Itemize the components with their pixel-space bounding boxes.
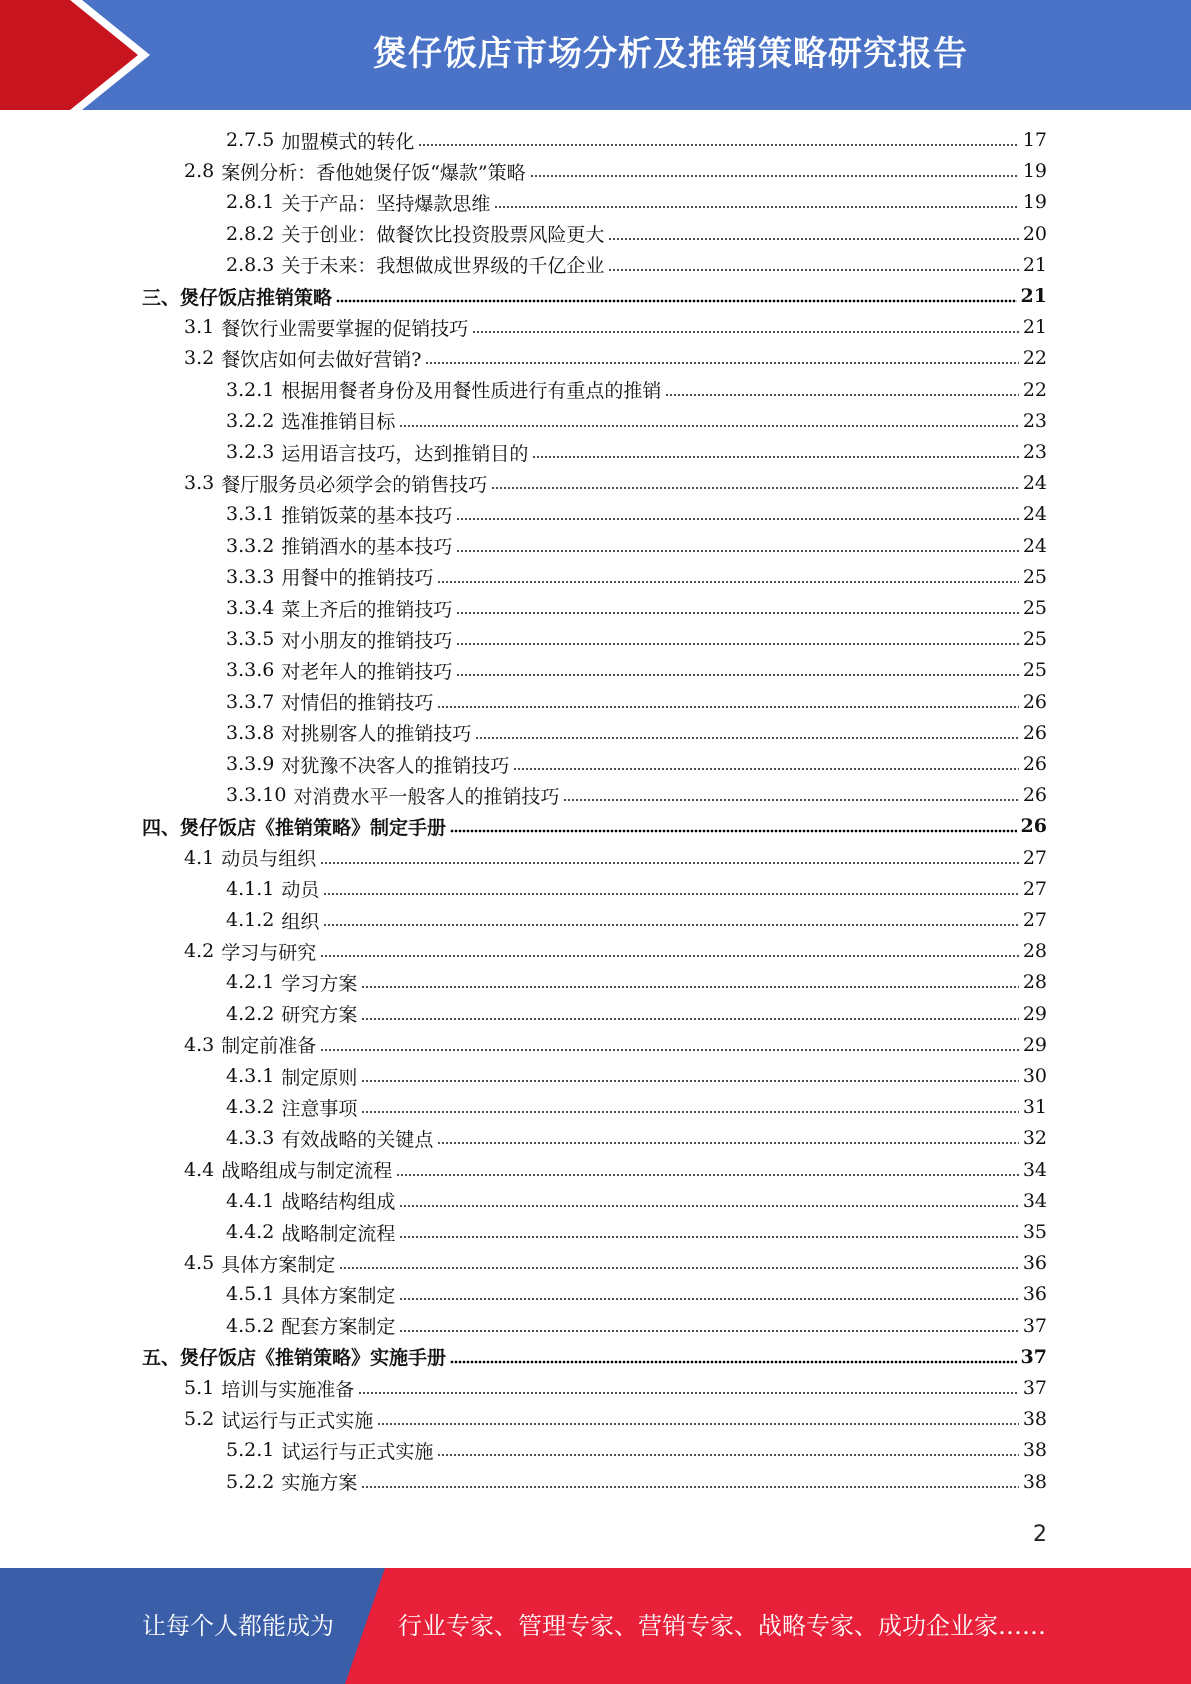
toc-dot-leader — [418, 142, 1018, 148]
toc-entry[interactable] — [226, 1092, 1047, 1122]
toc-entry[interactable] — [226, 1435, 1047, 1465]
toc-entry-title: 加盟模式的转化 — [281, 130, 415, 153]
toc-entry-number: 3.3.7 — [226, 690, 275, 713]
toc-entry-number: 5.1 — [184, 1377, 215, 1399]
toc-entry-title: 选准推销目标 — [281, 411, 396, 434]
toc-entry-number: 3.3.9 — [226, 753, 275, 775]
toc-dot-leader — [358, 1390, 1019, 1396]
toc-entry-title: 煲仔饭店《推销策略》实施手册 — [180, 1347, 447, 1370]
toc-entry-number: 4.3 — [184, 1033, 215, 1056]
toc-entry-page: 37 — [1022, 1314, 1047, 1337]
toc-entry-title: 具体方案制定 — [281, 1284, 396, 1307]
toc-entry-title: 实施方案 — [281, 1472, 358, 1495]
toc-entry-number: 2.7.5 — [226, 129, 275, 151]
toc-entry-number: 5.2.2 — [226, 1470, 275, 1493]
toc-entry-page: 28 — [1022, 940, 1047, 963]
toc-entry-number: 4.5.1 — [226, 1283, 275, 1306]
toc-entry[interactable] — [184, 312, 1047, 342]
toc-entry-page: 27 — [1022, 909, 1047, 931]
toc-entry-title: 餐饮店如何去做好营销? — [221, 348, 422, 371]
toc-dot-leader — [532, 454, 1018, 460]
toc-entry-title: 学习方案 — [281, 972, 358, 995]
toc-entry-number: 3.2.1 — [226, 378, 275, 401]
toc-entry-number: 4.2.2 — [226, 1002, 275, 1025]
toc-entry[interactable] — [226, 125, 1047, 155]
toc-entry-title: 对挑剔客人的推销技巧 — [281, 723, 472, 746]
toc-dot-leader — [399, 1203, 1018, 1209]
toc-entry-title: 运用语言技巧，达到推销目的 — [281, 442, 529, 465]
toc-entry[interactable] — [184, 1404, 1047, 1434]
toc-entry-number: 4.1.2 — [226, 909, 275, 931]
toc-entry[interactable] — [226, 1279, 1047, 1309]
toc-entry[interactable] — [184, 843, 1047, 873]
toc-entry[interactable] — [226, 687, 1047, 717]
toc-entry[interactable] — [226, 999, 1047, 1029]
toc-entry[interactable] — [226, 967, 1047, 997]
toc-entry[interactable] — [184, 468, 1047, 498]
toc-entry-number: 4.1 — [184, 846, 215, 869]
toc-entry[interactable] — [226, 437, 1047, 467]
toc-entry-title: 试运行与正式实施 — [281, 1440, 434, 1463]
toc-dot-leader — [456, 641, 1018, 647]
toc-entry-number: 4.5 — [184, 1252, 215, 1275]
toc-entry[interactable] — [226, 1186, 1047, 1216]
toc-dot-leader — [323, 922, 1018, 928]
toc-entry-number: 2.8.3 — [226, 253, 275, 276]
toc-entry-number: 4.2 — [184, 940, 215, 963]
toc-entry-title: 对小朋友的推销技巧 — [281, 629, 453, 652]
toc-entry-title: 培训与实施准备 — [221, 1378, 355, 1401]
toc-entry[interactable] — [226, 1217, 1047, 1247]
toc-entry-page: 21 — [1020, 285, 1047, 307]
toc-entry-title: 推销饭菜的基本技巧 — [281, 504, 453, 527]
toc-entry-title: 关于产品：坚持爆款思维 — [281, 192, 491, 215]
toc-dot-leader — [472, 329, 1019, 335]
toc-entry-number: 3.3.1 — [226, 503, 275, 526]
page-footer — [0, 1568, 1191, 1684]
toc-entry-number: 五、 — [142, 1347, 181, 1370]
toc-entry-title: 战略结构组成 — [281, 1191, 396, 1214]
toc-dot-leader — [494, 204, 1018, 210]
toc-entry[interactable] — [184, 1248, 1047, 1278]
toc-dot-leader — [361, 1016, 1018, 1022]
toc-entry[interactable] — [226, 874, 1047, 904]
toc-entry-number: 3.2 — [184, 347, 215, 370]
toc-entry-number: 5.2 — [184, 1408, 215, 1431]
toc-dot-leader — [475, 735, 1018, 741]
toc-entry-number: 3.3.6 — [226, 659, 275, 682]
toc-entry[interactable] — [184, 1030, 1047, 1060]
toc-entry-title: 菜上齐后的推销技巧 — [281, 598, 453, 621]
toc-entry-title: 组织 — [281, 910, 320, 933]
toc-dot-leader — [399, 1296, 1018, 1302]
toc-entry[interactable] — [226, 250, 1047, 280]
toc-entry[interactable] — [184, 1373, 1047, 1403]
toc-entry-number: 4.3.3 — [226, 1127, 275, 1150]
toc-dot-leader — [320, 1047, 1019, 1053]
toc-entry[interactable] — [142, 281, 1047, 311]
toc-entry-page: 29 — [1022, 1033, 1047, 1056]
toc-entry-title: 有效战略的关键点 — [281, 1128, 434, 1151]
toc-dot-leader — [323, 891, 1018, 897]
toc-dot-leader — [361, 1484, 1018, 1490]
toc-entry-page: 37 — [1022, 1377, 1047, 1399]
toc-entry-number: 3.3.8 — [226, 721, 275, 744]
toc-dot-leader — [608, 267, 1018, 273]
toc-entry-number: 2.8.2 — [226, 222, 275, 245]
toc-entry-page: 25 — [1022, 628, 1047, 651]
toc-entry[interactable] — [226, 749, 1047, 779]
toc-entry-number: 3.3.3 — [226, 565, 275, 588]
toc-entry-page: 17 — [1022, 129, 1047, 151]
toc-entry-page: 27 — [1022, 846, 1047, 869]
toc-entry-title: 对犹豫不决客人的推销技巧 — [281, 754, 510, 777]
toc-entry-number: 5.2.1 — [226, 1439, 275, 1462]
footer-roles: 行业专家、管理专家、营销专家、战略专家、成功企业家…… — [398, 1612, 1046, 1640]
toc-entry-page: 38 — [1022, 1470, 1047, 1493]
toc-entry[interactable] — [226, 718, 1047, 748]
toc-dot-leader — [437, 579, 1018, 585]
toc-entry-page: 25 — [1022, 597, 1047, 619]
toc-entry-page: 21 — [1022, 316, 1047, 339]
toc-entry-number: 4.4.1 — [226, 1189, 275, 1212]
report-title: 煲仔饭店市场分析及推销策略研究报告 — [373, 34, 968, 74]
toc-entry-page: 28 — [1022, 971, 1047, 994]
toc-entry-title: 煲仔饭店推销策略 — [180, 286, 333, 309]
toc-entry[interactable] — [226, 1467, 1047, 1497]
header-chevron — [0, 0, 138, 110]
toc-entry-page: 21 — [1022, 253, 1047, 276]
toc-entry-page: 38 — [1022, 1439, 1047, 1462]
toc-entry-number: 2.8 — [184, 160, 215, 183]
toc-dot-leader — [456, 548, 1018, 554]
toc-entry-number: 4.3.1 — [226, 1065, 275, 1087]
toc-entry-title: 具体方案制定 — [221, 1253, 336, 1276]
toc-entry-number: 3.3.5 — [226, 628, 275, 651]
toc-entry-number: 3.2.2 — [226, 409, 275, 432]
toc-entry-title: 用餐中的推销技巧 — [281, 567, 434, 590]
toc-entry-title: 战略制定流程 — [281, 1222, 396, 1245]
toc-entry-number: 4.4.2 — [226, 1221, 275, 1243]
toc-entry-title: 动员与组织 — [221, 848, 317, 871]
toc-entry-page: 23 — [1022, 409, 1047, 432]
toc-dot-leader — [396, 1172, 1019, 1178]
toc-entry[interactable] — [142, 811, 1047, 841]
toc-dot-leader — [530, 173, 1019, 179]
toc-entry-title: 战略组成与制定流程 — [221, 1160, 393, 1183]
toc-entry-number: 3.3 — [184, 472, 215, 495]
toc-entry-title: 根据用餐者身份及用餐性质进行有重点的推销 — [281, 380, 662, 403]
toc-entry-title: 制定原则 — [281, 1066, 358, 1089]
toc-entry[interactable] — [226, 593, 1047, 623]
toc-entry-page: 37 — [1020, 1345, 1047, 1368]
page-number: 2 — [1033, 1522, 1047, 1547]
toc-entry-page: 26 — [1022, 690, 1047, 713]
toc-entry-page: 30 — [1022, 1065, 1047, 1087]
toc-dot-leader — [491, 485, 1019, 491]
toc-entry-number: 3.3.2 — [226, 534, 275, 557]
toc-dot-leader — [450, 828, 1017, 834]
toc-entry-number: 3.3.10 — [226, 784, 287, 807]
toc-dot-leader — [377, 1421, 1019, 1427]
toc-dot-leader — [456, 610, 1018, 616]
toc-dot-leader — [339, 1265, 1019, 1271]
toc-entry-number: 3.2.3 — [226, 441, 275, 463]
toc-entry-number: 4.3.2 — [226, 1096, 275, 1119]
toc-entry-number: 三、 — [142, 286, 181, 309]
toc-entry-number: 4.1.1 — [226, 877, 275, 900]
toc-dot-leader — [450, 1359, 1017, 1365]
toc-entry-page: 34 — [1022, 1189, 1047, 1212]
toc-dot-leader — [320, 860, 1019, 866]
toc-entry-title: 关于创业：做餐饮比投资股票风险更大 — [281, 224, 605, 247]
toc-entry-page: 26 — [1022, 784, 1047, 807]
toc-entry[interactable] — [226, 499, 1047, 529]
toc-entry-title: 案例分析：香他她煲仔饭“爆款”策略 — [221, 161, 526, 184]
toc-entry[interactable] — [226, 1061, 1047, 1091]
toc-entry[interactable] — [226, 1123, 1047, 1153]
toc-entry-page: 38 — [1022, 1408, 1047, 1431]
toc-entry-page: 31 — [1022, 1096, 1047, 1119]
toc-entry[interactable] — [226, 219, 1047, 249]
toc-entry-title: 动员 — [281, 879, 320, 902]
toc-entry-page: 32 — [1022, 1127, 1047, 1150]
toc-dot-leader — [456, 672, 1018, 678]
toc-entry-title: 试运行与正式实施 — [221, 1409, 374, 1432]
toc-entry[interactable] — [184, 936, 1047, 966]
toc-entry[interactable] — [184, 1155, 1047, 1185]
toc-entry-page: 19 — [1022, 191, 1047, 214]
toc-dot-leader — [399, 423, 1018, 429]
toc-entry-title: 餐饮行业需要掌握的促销技巧 — [221, 317, 469, 340]
toc-entry-page: 22 — [1022, 378, 1047, 401]
toc-entry-page: 36 — [1022, 1283, 1047, 1306]
toc-entry-page: 24 — [1022, 534, 1047, 557]
toc-entry-number: 4.5.2 — [226, 1314, 275, 1337]
toc-entry-page: 29 — [1022, 1002, 1047, 1025]
toc-entry[interactable] — [226, 624, 1047, 654]
toc-entry-page: 24 — [1022, 472, 1047, 495]
toc-dot-leader — [456, 516, 1018, 522]
toc-dot-leader — [608, 236, 1018, 242]
toc-entry-title: 对消费水平一般客人的推销技巧 — [293, 785, 560, 808]
toc-dot-leader — [361, 1078, 1018, 1084]
toc-entry[interactable] — [226, 1311, 1047, 1341]
toc-entry[interactable] — [226, 780, 1047, 810]
toc-entry[interactable] — [184, 156, 1047, 186]
toc-entry-page: 23 — [1022, 441, 1047, 463]
toc-entry-page: 22 — [1022, 347, 1047, 370]
toc-entry-title: 研究方案 — [281, 1004, 358, 1027]
toc-dot-leader — [361, 1109, 1018, 1115]
toc-entry-title: 推销酒水的基本技巧 — [281, 536, 453, 559]
toc-entry-number: 2.8.1 — [226, 191, 275, 214]
toc-entry-title: 学习与研究 — [221, 941, 317, 964]
toc-entry[interactable] — [226, 187, 1047, 217]
toc-entry[interactable] — [142, 1342, 1047, 1372]
toc-entry-page: 25 — [1022, 565, 1047, 588]
toc-entry-number: 3.3.4 — [226, 597, 275, 619]
toc-dot-leader — [361, 984, 1018, 990]
toc-entry[interactable] — [226, 375, 1047, 405]
toc-entry-page: 24 — [1022, 503, 1047, 526]
toc-entry[interactable] — [226, 905, 1047, 935]
toc-entry-page: 27 — [1022, 877, 1047, 900]
toc-entry[interactable] — [226, 406, 1047, 436]
toc-dot-leader — [437, 704, 1018, 710]
toc-entry-page: 26 — [1020, 815, 1047, 838]
toc-entry-number: 4.2.1 — [226, 971, 275, 994]
toc-entry-page: 36 — [1022, 1252, 1047, 1275]
toc-entry-title: 对老年人的推销技巧 — [281, 660, 453, 683]
toc-entry-number: 4.4 — [184, 1158, 215, 1181]
toc-entry-title: 配套方案制定 — [281, 1316, 396, 1339]
toc-dot-leader — [665, 392, 1018, 398]
toc-dot-leader — [399, 1328, 1018, 1334]
toc-entry-number: 3.1 — [184, 316, 215, 339]
toc-dot-leader — [513, 766, 1018, 772]
page-header — [0, 0, 1191, 110]
toc-entry-page: 20 — [1022, 222, 1047, 245]
toc-entry-title: 对情侣的推销技巧 — [281, 692, 434, 715]
toc-dot-leader — [437, 1140, 1018, 1146]
toc-entry-page: 19 — [1022, 160, 1047, 183]
toc-entry-title: 餐厅服务员必须学会的销售技巧 — [221, 473, 488, 496]
toc-entry-title: 注意事项 — [281, 1097, 358, 1120]
toc-entry-title: 煲仔饭店《推销策略》制定手册 — [180, 816, 447, 839]
toc-dot-leader — [399, 1234, 1018, 1240]
toc-entry-page: 25 — [1022, 659, 1047, 682]
toc-entry-title: 制定前准备 — [221, 1035, 317, 1058]
toc-entry[interactable] — [226, 655, 1047, 685]
toc-entry[interactable] — [226, 562, 1047, 592]
toc-dot-leader — [320, 953, 1019, 959]
toc-dot-leader — [563, 797, 1018, 803]
toc-dot-leader — [336, 298, 1017, 304]
toc-entry-page: 34 — [1022, 1158, 1047, 1181]
toc-entry-page: 26 — [1022, 721, 1047, 744]
toc-dot-leader — [425, 360, 1018, 366]
toc-entry-page: 26 — [1022, 753, 1047, 775]
footer-slogan: 让每个人都能成为 — [142, 1612, 334, 1640]
toc-entry[interactable] — [226, 531, 1047, 561]
toc-entry-page: 35 — [1022, 1221, 1047, 1243]
toc-entry-number: 四、 — [142, 816, 181, 839]
toc-entry-title: 关于未来：我想做成世界级的千亿企业 — [281, 255, 605, 278]
toc-dot-leader — [437, 1452, 1018, 1458]
toc-entry[interactable] — [184, 343, 1047, 373]
